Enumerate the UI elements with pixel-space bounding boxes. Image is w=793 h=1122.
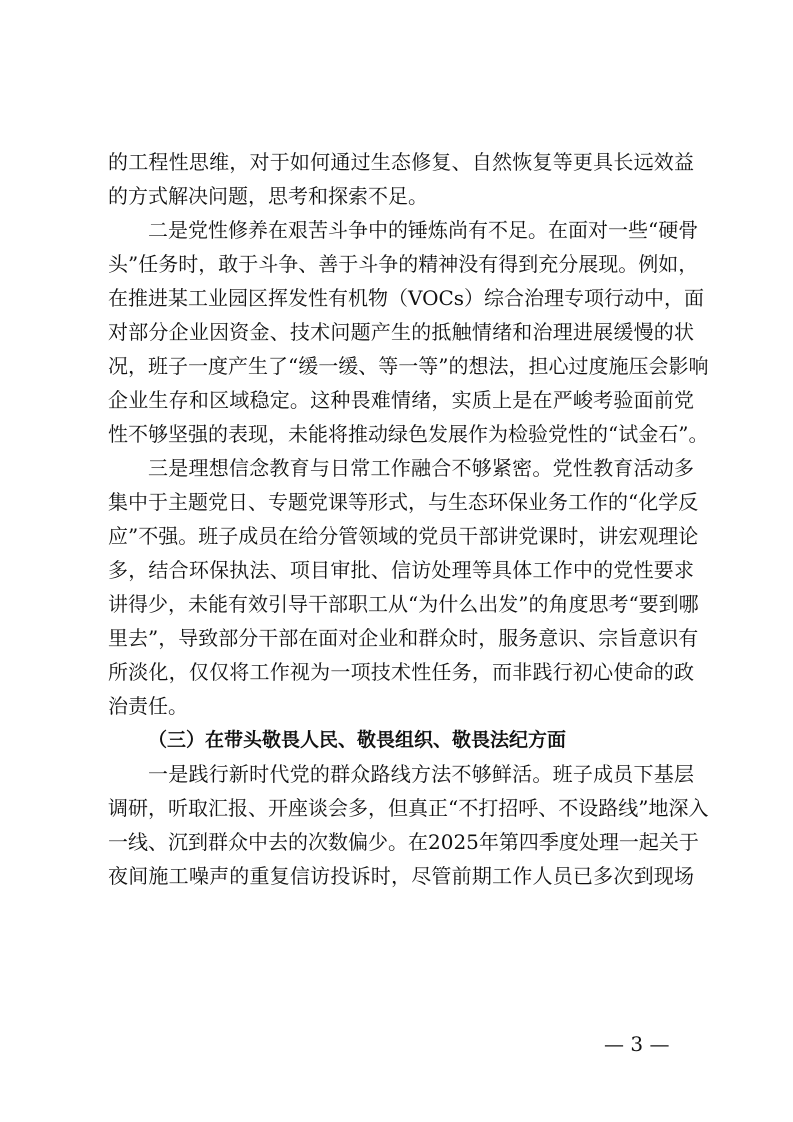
text-line: 治责任。	[108, 694, 188, 718]
text-line: 头”任务时，敢于斗争、善于斗争的精神没有得到充分展现。例如，	[108, 252, 699, 276]
text-line: 调研，听取汇报、开座谈会多，但真正“不打招呼、不设路线”地深入	[108, 796, 709, 820]
section-heading: （三）在带头敬畏人民、敬畏组织、敬畏法纪方面	[148, 729, 567, 751]
paragraph-start-line: 三是理想信念教育与日常工作融合不够紧密。党性教育活动多	[148, 456, 694, 480]
text-line: 多，结合环保执法、项目审批、信访处理等具体工作中的党性要求	[108, 558, 694, 582]
text-line: 应”不强。班子成员在给分管领域的党员干部讲党课时，讲宏观理论	[108, 524, 699, 548]
text-line: 况，班子一度产生了“缓一缓、等一等”的想法，担心过度施压会影响	[108, 354, 709, 378]
text-line: 夜间施工噪声的重复信访投诉时，尽管前期工作人员已多次到现场	[108, 864, 694, 888]
body-text	[108, 145, 709, 893]
page-number: — 3 —	[604, 1032, 670, 1056]
paragraph-start-line: 一是践行新时代党的群众路线方法不够鲜活。班子成员下基层	[148, 762, 694, 786]
text-line: 集中于主题党日、专题党课等形式，与生态环保业务工作的“化学反	[108, 490, 699, 514]
text-line: 一线、沉到群众中去的次数偏少。在2025年第四季度处理一起关于	[108, 830, 699, 854]
text-line: 对部分企业因资金、技术问题产生的抵触情绪和治理进展缓慢的状	[108, 320, 694, 344]
text-line: 在推进某工业园区挥发性有机物（VOCs）综合治理专项行动中，面	[108, 286, 705, 310]
text-line: 的方式解决问题，思考和探索不足。	[108, 184, 428, 208]
text-line: 性不够坚强的表现，未能将推动绿色发展作为检验党性的“试金石”。	[108, 422, 709, 446]
text-line: 所淡化，仅仅将工作视为一项技术性任务，而非践行初心使命的政	[108, 660, 694, 684]
text-line: 企业生存和区域稳定。这种畏难情绪，实质上是在严峻考验面前党	[108, 388, 694, 412]
text-line: 的工程性思维，对于如何通过生态修复、自然恢复等更具长远效益	[108, 150, 694, 174]
text-line: 讲得少，未能有效引导干部职工从“为什么出发”的角度思考“要到哪	[108, 592, 699, 616]
text-line: 里去”，导致部分干部在面对企业和群众时，服务意识、宗旨意识有	[108, 626, 699, 650]
paragraph-start-line: 二是党性修养在艰苦斗争中的锤炼尚有不足。在面对一些“硬骨	[148, 218, 699, 242]
